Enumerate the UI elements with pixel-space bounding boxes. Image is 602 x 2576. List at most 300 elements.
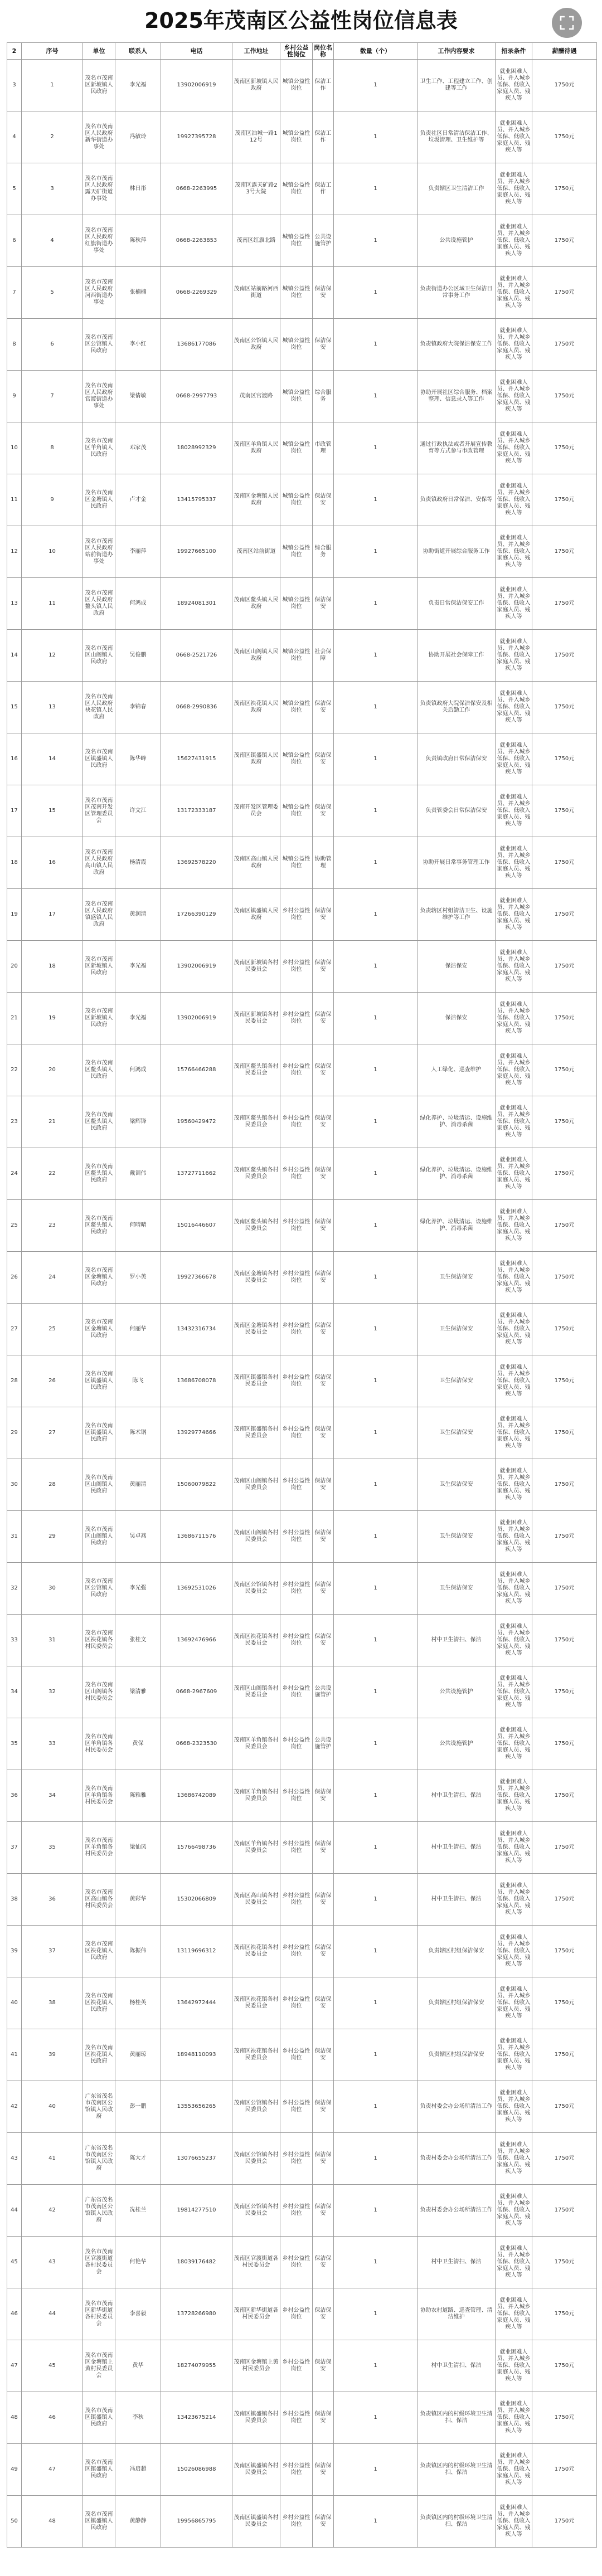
cell-unit: 茂名市茂南区镇盛镇人民政府 bbox=[83, 2496, 115, 2548]
header-address: 工作地址 bbox=[232, 43, 280, 60]
cell-contact: 梁仙凤 bbox=[115, 1822, 161, 1874]
cell-duty: 负责镇区内的村级环境卫生清扫、保洁 bbox=[417, 2444, 496, 2496]
cell-target: 就业困难人员、并入城乡低保、低收入家庭人员、残疾人等 bbox=[496, 1874, 532, 1926]
cell-address: 茂南区山阁镇各村民委员会 bbox=[232, 1666, 280, 1718]
cell-count: 1 bbox=[334, 111, 417, 163]
cell-post-name: 保洁保安 bbox=[313, 1459, 334, 1511]
cell-salary: 1750元 bbox=[532, 526, 597, 578]
cell-target: 就业困难人员、并入城乡低保、低收入家庭人员、残疾人等 bbox=[496, 163, 532, 215]
cell-post-name: 保洁保安 bbox=[313, 1615, 334, 1666]
cell-post-type: 城镇公益性岗位 bbox=[280, 163, 313, 215]
cell-post-name: 保洁工作 bbox=[313, 60, 334, 111]
table-row bbox=[7, 2496, 597, 2548]
cell-duty: 负责村委会办公场所清洁工作 bbox=[417, 2185, 496, 2237]
row-number: 19 bbox=[7, 889, 22, 941]
table-row bbox=[7, 2029, 597, 2081]
cell-count: 1 bbox=[334, 2237, 417, 2288]
cell-target: 就业困难人员、并入城乡低保、低收入家庭人员、残疾人等 bbox=[496, 1666, 532, 1718]
cell-address: 茂南区公馆镇人民政府 bbox=[232, 319, 280, 371]
cell-count: 1 bbox=[334, 2392, 417, 2444]
cell-target: 就业困难人员、并入城乡低保、低收入家庭人员、残疾人等 bbox=[496, 2029, 532, 2081]
row-number: 14 bbox=[7, 630, 22, 682]
cell-address: 茂南区油城一路112号 bbox=[232, 111, 280, 163]
cell-address: 茂南区袂花镇各村民委员会 bbox=[232, 1615, 280, 1666]
row-number: 31 bbox=[7, 1511, 22, 1563]
cell-contact: 李丽萍 bbox=[115, 526, 161, 578]
cell-phone: 19560429472 bbox=[161, 1096, 232, 1148]
cell-unit: 茂名市茂南区新华街道各村民委员会 bbox=[83, 2288, 115, 2340]
cell-contact: 杨桂英 bbox=[115, 1977, 161, 2029]
row-number: 2 bbox=[7, 43, 22, 60]
cell-salary: 1750元 bbox=[532, 267, 597, 319]
cell-address: 茂南区镇盛镇人民政府 bbox=[232, 889, 280, 941]
cell-target: 就业困难人员、并入城乡低保、低收入家庭人员、残疾人等 bbox=[496, 319, 532, 371]
cell-seq: 16 bbox=[22, 837, 83, 889]
cell-salary: 1750元 bbox=[532, 1977, 597, 2029]
cell-salary: 1750元 bbox=[532, 1718, 597, 1770]
cell-unit: 茂名市茂南区山阁镇人民政府 bbox=[83, 1511, 115, 1563]
cell-duty: 负责街道办公区域卫生保洁日常事务工作 bbox=[417, 267, 496, 319]
cell-post-name: 保洁保安 bbox=[313, 2133, 334, 2185]
row-number: 45 bbox=[7, 2237, 22, 2288]
cell-unit: 茂名市茂南区茂南开发区管理委员会 bbox=[83, 785, 115, 837]
cell-duty: 负责镇区内的村级环境卫生清扫、保洁 bbox=[417, 2392, 496, 2444]
cell-target: 就业困难人员、并入城乡低保、低收入家庭人员、残疾人等 bbox=[496, 422, 532, 474]
cell-count: 1 bbox=[334, 215, 417, 267]
cell-contact: 李喜毅 bbox=[115, 2288, 161, 2340]
cell-count: 1 bbox=[334, 1718, 417, 1770]
cell-phone: 0668-2990836 bbox=[161, 682, 232, 733]
cell-seq: 47 bbox=[22, 2444, 83, 2496]
table-row bbox=[7, 2081, 597, 2133]
cell-post-name: 综合服务 bbox=[313, 526, 334, 578]
cell-seq: 12 bbox=[22, 630, 83, 682]
cell-contact: 陈振伟 bbox=[115, 1926, 161, 1977]
cell-salary: 1750元 bbox=[532, 1770, 597, 1822]
table-row bbox=[7, 371, 597, 422]
cell-seq: 26 bbox=[22, 1355, 83, 1407]
cell-salary: 1750元 bbox=[532, 785, 597, 837]
cell-target: 就业困难人员、并入城乡低保、低收入家庭人员、残疾人等 bbox=[496, 785, 532, 837]
row-number: 44 bbox=[7, 2185, 22, 2237]
row-number: 40 bbox=[7, 1977, 22, 2029]
cell-unit: 茂名市茂南区鳌头镇人民政府 bbox=[83, 1200, 115, 1252]
cell-phone: 13727711662 bbox=[161, 1148, 232, 1200]
cell-post-type: 乡村公益性岗位 bbox=[280, 2496, 313, 2548]
header-salary: 薪酬待遇 bbox=[532, 43, 597, 60]
cell-duty: 负责村委会办公场所清洁工作 bbox=[417, 2133, 496, 2185]
cell-salary: 1750元 bbox=[532, 371, 597, 422]
cell-post-name: 社会保障 bbox=[313, 630, 334, 682]
cell-seq: 38 bbox=[22, 1977, 83, 2029]
cell-count: 1 bbox=[334, 889, 417, 941]
cell-post-name: 保洁工作 bbox=[313, 111, 334, 163]
cell-salary: 1750元 bbox=[532, 1304, 597, 1355]
cell-post-type: 乡村公益性岗位 bbox=[280, 1770, 313, 1822]
cell-seq: 10 bbox=[22, 526, 83, 578]
cell-post-name: 保洁保安 bbox=[313, 2029, 334, 2081]
row-number: 3 bbox=[7, 60, 22, 111]
cell-seq: 43 bbox=[22, 2237, 83, 2288]
row-number: 18 bbox=[7, 837, 22, 889]
cell-duty: 负责日常保洁保安工作 bbox=[417, 578, 496, 630]
cell-phone: 0668-2269329 bbox=[161, 267, 232, 319]
cell-contact: 吴俊鹏 bbox=[115, 630, 161, 682]
cell-target: 就业困难人员、并入城乡低保、低收入家庭人员、残疾人等 bbox=[496, 1148, 532, 1200]
cell-target: 就业困难人员、并入城乡低保、低收入家庭人员、残疾人等 bbox=[496, 2340, 532, 2392]
cell-salary: 1750元 bbox=[532, 2392, 597, 2444]
cell-salary: 1750元 bbox=[532, 2288, 597, 2340]
cell-post-name: 保洁保安 bbox=[313, 1304, 334, 1355]
cell-contact: 李秋 bbox=[115, 2392, 161, 2444]
cell-target: 就业困难人员、并入城乡低保、低收入家庭人员、残疾人等 bbox=[496, 2081, 532, 2133]
cell-contact: 陈大才 bbox=[115, 2133, 161, 2185]
cell-post-type: 城镇公益性岗位 bbox=[280, 837, 313, 889]
table-row bbox=[7, 1874, 597, 1926]
row-number: 24 bbox=[7, 1148, 22, 1200]
cell-seq: 14 bbox=[22, 733, 83, 785]
cell-seq: 39 bbox=[22, 2029, 83, 2081]
cell-post-type: 乡村公益性岗位 bbox=[280, 1252, 313, 1304]
cell-contact: 张桂文 bbox=[115, 1615, 161, 1666]
cell-count: 1 bbox=[334, 1407, 417, 1459]
table-row bbox=[7, 2288, 597, 2340]
cell-target: 就业困难人员、并入城乡低保、低收入家庭人员、残疾人等 bbox=[496, 1096, 532, 1148]
cell-address: 茂南区鳌头镇各村民委员会 bbox=[232, 1200, 280, 1252]
cell-post-name: 保洁保安 bbox=[313, 1200, 334, 1252]
cell-duty: 卫生保洁保安 bbox=[417, 1459, 496, 1511]
table-row bbox=[7, 1822, 597, 1874]
cell-phone: 19814277510 bbox=[161, 2185, 232, 2237]
cell-target: 就业困难人员、并入城乡低保、低收入家庭人员、残疾人等 bbox=[496, 1304, 532, 1355]
cell-target: 就业困难人员、并入城乡低保、低收入家庭人员、残疾人等 bbox=[496, 2185, 532, 2237]
cell-phone: 19927395728 bbox=[161, 111, 232, 163]
cell-address: 茂南区镇盛镇各村民委员会 bbox=[232, 2496, 280, 2548]
cell-duty: 卫生保洁保安 bbox=[417, 1511, 496, 1563]
cell-address: 茂南区公馆镇各村民委员会 bbox=[232, 2133, 280, 2185]
cell-salary: 1750元 bbox=[532, 2237, 597, 2288]
cell-unit: 茂名市茂南区金塘镇人民政府 bbox=[83, 474, 115, 526]
cell-duty: 村中卫生清扫、保洁 bbox=[417, 2237, 496, 2288]
cell-contact: 何丽华 bbox=[115, 1304, 161, 1355]
cell-post-name: 综合服务 bbox=[313, 371, 334, 422]
row-number: 30 bbox=[7, 1459, 22, 1511]
cell-post-type: 乡村公益性岗位 bbox=[280, 1926, 313, 1977]
cell-post-name: 保洁保安 bbox=[313, 2081, 334, 2133]
cell-unit: 茂名市茂南区人民政府鳌头镇人民政府 bbox=[83, 578, 115, 630]
cell-phone: 15766466288 bbox=[161, 1044, 232, 1096]
cell-post-type: 乡村公益性岗位 bbox=[280, 2133, 313, 2185]
cell-target: 就业困难人员、并入城乡低保、低收入家庭人员、残疾人等 bbox=[496, 1926, 532, 1977]
cell-post-name: 保洁保安 bbox=[313, 941, 334, 993]
cell-address: 茂南区袂花镇人民政府 bbox=[232, 682, 280, 733]
cell-salary: 1750元 bbox=[532, 422, 597, 474]
cell-seq: 35 bbox=[22, 1822, 83, 1874]
cell-post-type: 乡村公益性岗位 bbox=[280, 1096, 313, 1148]
cell-salary: 1750元 bbox=[532, 1200, 597, 1252]
cell-duty: 卫生工作、工程建立工作、创建等工作 bbox=[417, 60, 496, 111]
table-row bbox=[7, 1563, 597, 1615]
cell-target: 就业困难人员、并入城乡低保、低收入家庭人员、残疾人等 bbox=[496, 526, 532, 578]
cell-phone: 13929774666 bbox=[161, 1407, 232, 1459]
cell-duty: 协助开展社会保障工作 bbox=[417, 630, 496, 682]
cell-address: 茂南区镇盛镇各村民委员会 bbox=[232, 1355, 280, 1407]
cell-contact: 卢才金 bbox=[115, 474, 161, 526]
cell-count: 1 bbox=[334, 1563, 417, 1615]
cell-duty: 负责镇政府大院保洁保安工作 bbox=[417, 319, 496, 371]
cell-contact: 冯启超 bbox=[115, 2444, 161, 2496]
cell-post-type: 乡村公益性岗位 bbox=[280, 1563, 313, 1615]
cell-contact: 陈飞 bbox=[115, 1355, 161, 1407]
cell-post-type: 乡村公益性岗位 bbox=[280, 1977, 313, 2029]
expand-button[interactable] bbox=[552, 8, 582, 38]
cell-post-type: 城镇公益性岗位 bbox=[280, 578, 313, 630]
cell-unit: 茂名市茂南区新坡镇人民政府 bbox=[83, 941, 115, 993]
cell-target: 就业困难人员、并入城乡低保、低收入家庭人员、残疾人等 bbox=[496, 1718, 532, 1770]
cell-post-type: 城镇公益性岗位 bbox=[280, 630, 313, 682]
table-row bbox=[7, 941, 597, 993]
cell-phone: 0668-2323530 bbox=[161, 1718, 232, 1770]
cell-address: 茂南区红旗北路 bbox=[232, 215, 280, 267]
cell-count: 1 bbox=[334, 474, 417, 526]
cell-duty: 保洁保安 bbox=[417, 941, 496, 993]
cell-unit: 茂名市茂南区山阁镇各村民委员会 bbox=[83, 1666, 115, 1718]
table-row bbox=[7, 630, 597, 682]
cell-target: 就业困难人员、并入城乡低保、低收入家庭人员、残疾人等 bbox=[496, 1770, 532, 1822]
cell-target: 就业困难人员、并入城乡低保、低收入家庭人员、残疾人等 bbox=[496, 2444, 532, 2496]
cell-post-type: 乡村公益性岗位 bbox=[280, 2029, 313, 2081]
cell-salary: 1750元 bbox=[532, 1096, 597, 1148]
cell-unit: 茂名市茂南区金塘镇人民政府 bbox=[83, 1304, 115, 1355]
row-number: 42 bbox=[7, 2081, 22, 2133]
cell-address: 茂南区新坡镇各村民委员会 bbox=[232, 993, 280, 1044]
cell-phone: 19927665100 bbox=[161, 526, 232, 578]
cell-post-type: 乡村公益性岗位 bbox=[280, 2081, 313, 2133]
cell-contact: 李锦春 bbox=[115, 682, 161, 733]
cell-address: 茂南区站前街道 bbox=[232, 526, 280, 578]
cell-contact: 陈雅雅 bbox=[115, 1770, 161, 1822]
cell-post-name: 公共设施管护 bbox=[313, 1718, 334, 1770]
cell-unit: 茂名市茂南区官渡街道各村民委员会 bbox=[83, 2237, 115, 2288]
cell-count: 1 bbox=[334, 1822, 417, 1874]
cell-duty: 村中卫生清扫、保洁 bbox=[417, 1770, 496, 1822]
cell-contact: 李光强 bbox=[115, 1563, 161, 1615]
cell-contact: 黄静静 bbox=[115, 2496, 161, 2548]
cell-address: 茂南区鳌头镇各村民委员会 bbox=[232, 1148, 280, 1200]
cell-unit: 茂名市茂南区羊角镇人民政府 bbox=[83, 422, 115, 474]
cell-duty: 卫生保洁保安 bbox=[417, 1304, 496, 1355]
cell-post-type: 城镇公益性岗位 bbox=[280, 785, 313, 837]
cell-address: 茂南区羊角镇各村民委员会 bbox=[232, 1718, 280, 1770]
cell-seq: 4 bbox=[22, 215, 83, 267]
cell-post-name: 保洁保安 bbox=[313, 2288, 334, 2340]
cell-target: 就业困难人员、并入城乡低保、低收入家庭人员、残疾人等 bbox=[496, 267, 532, 319]
cell-duty: 协助农村道路、巡查管理、清洁维护 bbox=[417, 2288, 496, 2340]
cell-post-name: 保洁保安 bbox=[313, 319, 334, 371]
row-number: 29 bbox=[7, 1407, 22, 1459]
cell-phone: 18028992329 bbox=[161, 422, 232, 474]
cell-phone: 15302066809 bbox=[161, 1874, 232, 1926]
row-number: 6 bbox=[7, 215, 22, 267]
cell-post-name: 保洁保安 bbox=[313, 682, 334, 733]
cell-target: 就业困难人员、并入城乡低保、低收入家庭人员、残疾人等 bbox=[496, 1252, 532, 1304]
cell-salary: 1750元 bbox=[532, 1563, 597, 1615]
cell-address: 茂南区羊角镇人民政府 bbox=[232, 422, 280, 474]
cell-duty: 绿化养护、垃圾清运、设施维护、消毒杀菌 bbox=[417, 1096, 496, 1148]
cell-address: 茂南区高山镇人民政府 bbox=[232, 837, 280, 889]
row-number: 21 bbox=[7, 993, 22, 1044]
cell-target: 就业困难人员、并入城乡低保、低收入家庭人员、残疾人等 bbox=[496, 1615, 532, 1666]
cell-phone: 13902006919 bbox=[161, 60, 232, 111]
cell-count: 1 bbox=[334, 1355, 417, 1407]
cell-unit: 茂名市茂南区山阁镇人民政府 bbox=[83, 1459, 115, 1511]
cell-contact: 李小红 bbox=[115, 319, 161, 371]
cell-address: 茂南区金塘镇人民政府 bbox=[232, 474, 280, 526]
expand-icon bbox=[560, 16, 574, 30]
cell-post-type: 乡村公益性岗位 bbox=[280, 1200, 313, 1252]
cell-seq: 34 bbox=[22, 1770, 83, 1822]
cell-salary: 1750元 bbox=[532, 993, 597, 1044]
cell-post-type: 城镇公益性岗位 bbox=[280, 267, 313, 319]
cell-duty: 绿化养护、垃圾清运、设施维护、消毒杀菌 bbox=[417, 1148, 496, 1200]
cell-unit: 茂名市茂南区镇盛镇人民政府 bbox=[83, 2392, 115, 2444]
cell-duty: 负责村委会办公场所清洁工作 bbox=[417, 2081, 496, 2133]
table-header-row bbox=[7, 43, 597, 60]
job-table bbox=[7, 42, 597, 2548]
row-number: 12 bbox=[7, 526, 22, 578]
cell-salary: 1750元 bbox=[532, 319, 597, 371]
cell-post-type: 乡村公益性岗位 bbox=[280, 2444, 313, 2496]
cell-count: 1 bbox=[334, 837, 417, 889]
cell-post-name: 保洁保安 bbox=[313, 1044, 334, 1096]
cell-phone: 13692476966 bbox=[161, 1615, 232, 1666]
cell-duty: 协助开展日常事务管理工作 bbox=[417, 837, 496, 889]
cell-count: 1 bbox=[334, 2081, 417, 2133]
cell-contact: 冼桂兰 bbox=[115, 2185, 161, 2237]
cell-count: 1 bbox=[334, 682, 417, 733]
cell-count: 1 bbox=[334, 422, 417, 474]
cell-post-type: 乡村公益性岗位 bbox=[280, 1718, 313, 1770]
cell-phone: 18039176482 bbox=[161, 2237, 232, 2288]
cell-contact: 黄丽琼 bbox=[115, 2029, 161, 2081]
row-number: 46 bbox=[7, 2288, 22, 2340]
cell-seq: 17 bbox=[22, 889, 83, 941]
cell-address: 茂南区袂花镇各村民委员会 bbox=[232, 2029, 280, 2081]
cell-seq: 11 bbox=[22, 578, 83, 630]
cell-phone: 17266390129 bbox=[161, 889, 232, 941]
cell-salary: 1750元 bbox=[532, 2185, 597, 2237]
cell-target: 就业困难人员、并入城乡低保、低收入家庭人员、残疾人等 bbox=[496, 1044, 532, 1096]
cell-unit: 茂名市茂南区山阁镇人民政府 bbox=[83, 630, 115, 682]
cell-unit: 茂名市茂南区羊角镇各村民委员会 bbox=[83, 1770, 115, 1822]
cell-contact: 李光福 bbox=[115, 941, 161, 993]
cell-contact: 黄丽清 bbox=[115, 1459, 161, 1511]
cell-duty: 村中卫生清扫、保洁 bbox=[417, 1874, 496, 1926]
cell-target: 就业困难人员、并入城乡低保、低收入家庭人员、残疾人等 bbox=[496, 682, 532, 733]
cell-post-name: 保洁保安 bbox=[313, 1770, 334, 1822]
cell-address: 茂南区高山镇各村民委员会 bbox=[232, 1874, 280, 1926]
cell-phone: 13432316734 bbox=[161, 1304, 232, 1355]
cell-post-name: 保洁保安 bbox=[313, 1511, 334, 1563]
cell-address: 茂南区袂花镇各村民委员会 bbox=[232, 1926, 280, 1977]
table-row bbox=[7, 889, 597, 941]
cell-seq: 31 bbox=[22, 1615, 83, 1666]
cell-contact: 吴卓燕 bbox=[115, 1511, 161, 1563]
cell-post-type: 乡村公益性岗位 bbox=[280, 941, 313, 993]
row-number: 34 bbox=[7, 1666, 22, 1718]
row-number: 23 bbox=[7, 1096, 22, 1148]
cell-post-type: 城镇公益性岗位 bbox=[280, 319, 313, 371]
cell-address: 茂南区金塘镇上黄村民委员会 bbox=[232, 2340, 280, 2392]
header-count: 数量（个） bbox=[334, 43, 417, 60]
cell-post-name: 保洁保安 bbox=[313, 1874, 334, 1926]
row-number: 50 bbox=[7, 2496, 22, 2548]
table-row bbox=[7, 2340, 597, 2392]
cell-target: 就业困难人员、并入城乡低保、低收入家庭人员、残疾人等 bbox=[496, 1511, 532, 1563]
cell-post-type: 乡村公益性岗位 bbox=[280, 1511, 313, 1563]
cell-contact: 黄润清 bbox=[115, 889, 161, 941]
cell-seq: 15 bbox=[22, 785, 83, 837]
cell-phone: 19956865795 bbox=[161, 2496, 232, 2548]
cell-duty: 负责辖区村组保洁保安 bbox=[417, 1977, 496, 2029]
cell-unit: 茂名市茂南区人民政府红旗街道办事处 bbox=[83, 215, 115, 267]
cell-salary: 1750元 bbox=[532, 733, 597, 785]
cell-post-type: 乡村公益性岗位 bbox=[280, 1874, 313, 1926]
cell-contact: 陈秋萍 bbox=[115, 215, 161, 267]
cell-post-type: 乡村公益性岗位 bbox=[280, 2392, 313, 2444]
cell-post-type: 乡村公益性岗位 bbox=[280, 1355, 313, 1407]
cell-count: 1 bbox=[334, 1511, 417, 1563]
table-row bbox=[7, 2444, 597, 2496]
cell-seq: 2 bbox=[22, 111, 83, 163]
cell-salary: 1750元 bbox=[532, 2081, 597, 2133]
cell-duty: 负责辖区村组保洁保安 bbox=[417, 1926, 496, 1977]
cell-salary: 1750元 bbox=[532, 2029, 597, 2081]
table-row bbox=[7, 1770, 597, 1822]
cell-phone: 13172333187 bbox=[161, 785, 232, 837]
cell-count: 1 bbox=[334, 1666, 417, 1718]
cell-count: 1 bbox=[334, 1459, 417, 1511]
cell-contact: 许文江 bbox=[115, 785, 161, 837]
row-number: 16 bbox=[7, 733, 22, 785]
cell-post-type: 乡村公益性岗位 bbox=[280, 1148, 313, 1200]
table-row bbox=[7, 578, 597, 630]
cell-post-type: 城镇公益性岗位 bbox=[280, 526, 313, 578]
cell-post-type: 城镇公益性岗位 bbox=[280, 60, 313, 111]
cell-target: 就业困难人员、并入城乡低保、低收入家庭人员、残疾人等 bbox=[496, 1200, 532, 1252]
cell-address: 茂南区金塘镇各村民委员会 bbox=[232, 1252, 280, 1304]
cell-seq: 37 bbox=[22, 1926, 83, 1977]
cell-post-type: 乡村公益性岗位 bbox=[280, 1044, 313, 1096]
cell-post-name: 保洁保安 bbox=[313, 2340, 334, 2392]
cell-phone: 13119696312 bbox=[161, 1926, 232, 1977]
cell-contact: 邓家茂 bbox=[115, 422, 161, 474]
cell-address: 茂南区镇盛镇各村民委员会 bbox=[232, 2444, 280, 2496]
cell-salary: 1750元 bbox=[532, 111, 597, 163]
cell-target: 就业困难人员、并入城乡低保、低收入家庭人员、残疾人等 bbox=[496, 2496, 532, 2548]
table-row bbox=[7, 1044, 597, 1096]
cell-salary: 1750元 bbox=[532, 1822, 597, 1874]
header-phone: 电话 bbox=[161, 43, 232, 60]
cell-phone: 13553656265 bbox=[161, 2081, 232, 2133]
cell-count: 1 bbox=[334, 267, 417, 319]
cell-unit: 茂名市茂南区新坡镇人民政府 bbox=[83, 60, 115, 111]
cell-seq: 13 bbox=[22, 682, 83, 733]
cell-post-name: 公共设施管护 bbox=[313, 215, 334, 267]
table-row bbox=[7, 1407, 597, 1459]
cell-address: 茂南区镇盛镇人民政府 bbox=[232, 733, 280, 785]
cell-duty: 卫生保洁保安 bbox=[417, 1355, 496, 1407]
